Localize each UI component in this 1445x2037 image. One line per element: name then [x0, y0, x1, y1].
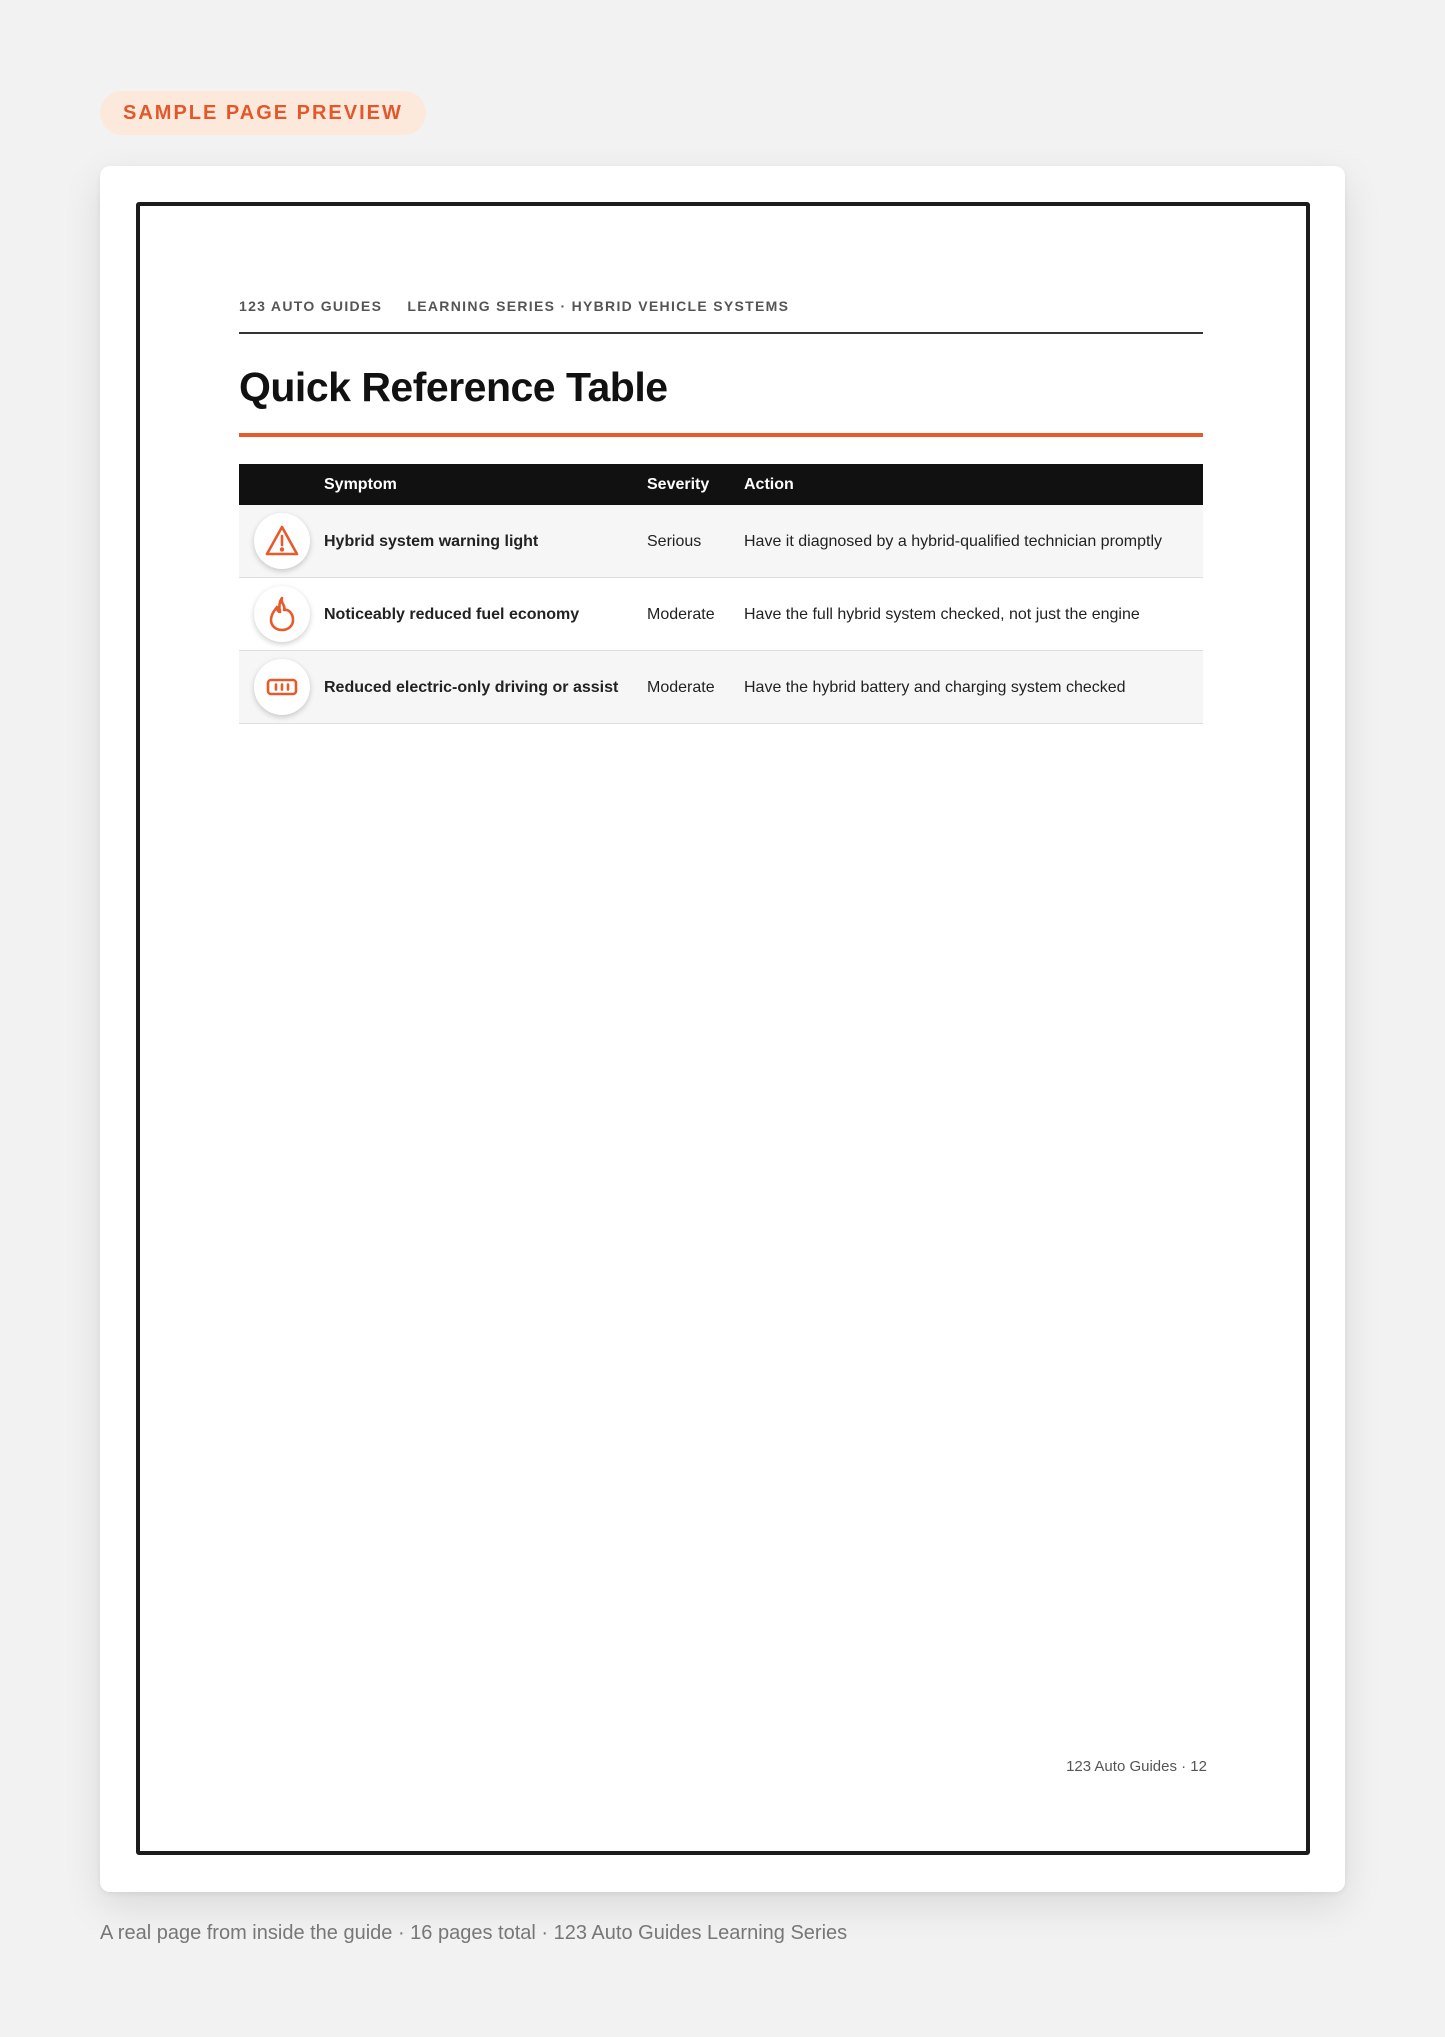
sample-preview-badge: SAMPLE PAGE PREVIEW [100, 91, 426, 135]
preview-card [100, 166, 1345, 1892]
header-severity: Severity [647, 464, 744, 505]
page-footer: 123 Auto Guides · 12 [1066, 1758, 1207, 1775]
severity-cell: Moderate [647, 651, 744, 724]
severity-cell: Serious [647, 505, 744, 578]
symptom-cell: Hybrid system warning light [324, 505, 647, 578]
page-title: Quick Reference Table [239, 364, 668, 410]
header-action: Action [744, 464, 1203, 505]
action-cell: Have the hybrid battery and charging system checked [744, 651, 1203, 724]
guide-page [136, 202, 1310, 1855]
icon-cell [239, 578, 324, 651]
warning-triangle-icon [254, 513, 310, 569]
symptom-cell: Reduced electric-only driving or assist [324, 651, 647, 724]
table-row [239, 578, 1203, 651]
preview-caption: A real page from inside the guide · 16 pages total · 123 Auto Guides Learning Series [100, 1922, 848, 1944]
action-cell: Have the full hybrid system checked, not just the engine [744, 578, 1203, 651]
action-cell: Have it diagnosed by a hybrid-qualified technician promptly [744, 505, 1203, 578]
running-head [239, 298, 1203, 334]
symptom-cell: Noticeably reduced fuel economy [324, 578, 647, 651]
running-head-series: LEARNING SERIES · HYBRID VEHICLE SYSTEMS [407, 298, 790, 314]
flame-icon [254, 586, 310, 642]
running-head-brand: 123 AUTO GUIDES [239, 298, 383, 314]
severity-cell: Moderate [647, 578, 744, 651]
icon-cell [239, 651, 324, 724]
quick-reference-table [239, 464, 1203, 724]
icon-cell [239, 505, 324, 578]
table-row [239, 505, 1203, 578]
header-symptom: Symptom [324, 464, 647, 505]
header-icon-column [239, 464, 324, 505]
battery-icon [254, 659, 310, 715]
table-header-row [239, 464, 1203, 505]
title-rule [239, 433, 1203, 437]
table-row [239, 651, 1203, 724]
